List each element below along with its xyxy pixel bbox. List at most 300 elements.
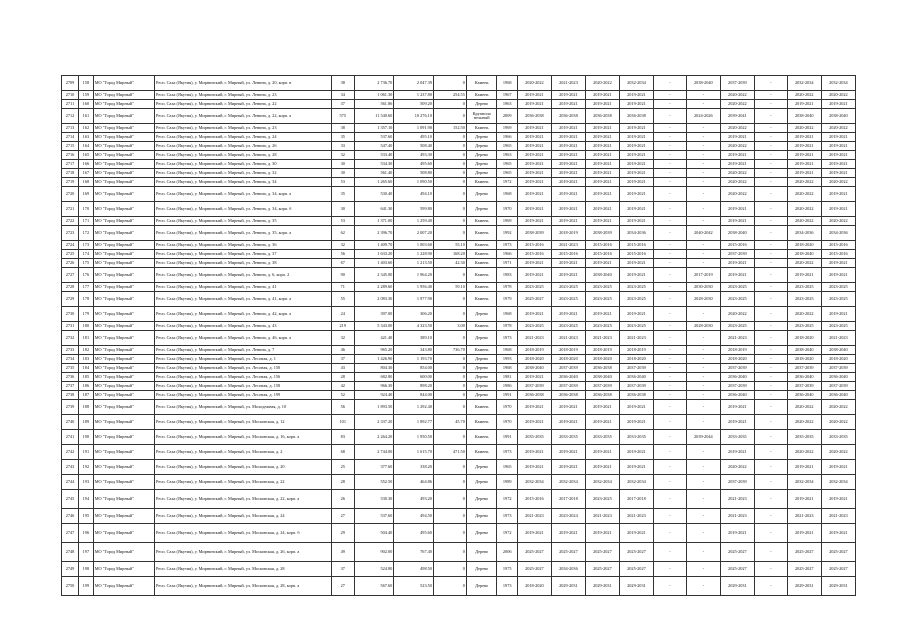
cell-period-col-18: - <box>754 268 787 283</box>
cell-period-facade: 2034-2036 <box>551 562 585 577</box>
cell-item-number: 169 <box>79 187 94 202</box>
cell-nonliving-area: 0 <box>433 490 466 509</box>
cell-period-other: 2019-2021 <box>821 160 855 169</box>
cell-total-area: 421.40 <box>354 331 394 346</box>
cell-build-year: 2006 <box>497 543 517 562</box>
cell-period-col-15: - <box>653 307 686 322</box>
cell-nonliving-area: 0 <box>433 160 466 169</box>
cell-living-area: 493.30 <box>394 151 434 160</box>
cell-municipality: МО "Город Мирный" <box>93 524 154 543</box>
cell-build-year: 1968 <box>497 76 517 91</box>
cell-period-engineering: 2033-2035 <box>585 430 619 445</box>
cell-period-foundation: 2020-2022 <box>720 142 754 151</box>
cell-living-area: 1 090.50 <box>394 178 434 187</box>
cell-period-foundation: 2020-2022 <box>720 169 754 178</box>
cell-period-other: 2021-2023 <box>821 509 855 524</box>
cell-build-year: 1968 <box>497 346 517 355</box>
cell-period-insulation: 2020-2022 <box>787 259 821 268</box>
cell-apartments-count: 53 <box>331 217 354 226</box>
cell-period-insulation: 2036-2040 <box>787 391 821 400</box>
cell-address: Респ. Саха (Якутия), у. Мирнинский, г. Мирный, ул. Ленина, д. 6, корп. 2 <box>154 268 331 283</box>
cell-row-number: 2720 <box>62 187 79 202</box>
cell-period-col-18: - <box>754 509 787 524</box>
cell-apartments-count: 42 <box>331 382 354 391</box>
cell-address: Респ. Саха (Якутия), у. Мирнинский, г. Мирный, ул. Ленина, д. 35 <box>154 217 331 226</box>
cell-period-basement: 2032-2034 <box>619 76 653 91</box>
cell-wall-material: Камень <box>466 226 497 241</box>
cell-period-col-15: - <box>653 490 686 509</box>
cell-period-col-18: - <box>754 226 787 241</box>
cell-wall-material: Дерево <box>466 382 497 391</box>
cell-period-insulation: 2020-2022 <box>787 415 821 430</box>
cell-period-facade: 2018-2019 <box>551 346 585 355</box>
cell-apartments-count: 35 <box>331 133 354 142</box>
cell-municipality: МО "Город Мирный" <box>93 76 154 91</box>
cell-item-number: 170 <box>79 202 94 217</box>
cell-period-elevator: - <box>686 562 720 577</box>
cell-period-other: 2019-2021 <box>821 460 855 475</box>
table-row <box>62 202 856 217</box>
cell-period-insulation: 2020-2022 <box>787 400 821 415</box>
cell-item-number: 173 <box>79 241 94 250</box>
cell-period-other: 2025-2027 <box>821 562 855 577</box>
cell-period-foundation: 2023-2025 <box>720 322 754 331</box>
cell-wall-material: Камень <box>466 259 497 268</box>
cell-period-elevator: 2024-2026 <box>686 109 720 124</box>
cell-period-col-15: - <box>653 250 686 259</box>
cell-period-insulation: 2038-2040 <box>787 109 821 124</box>
table-row <box>62 76 856 91</box>
cell-period-col-18: - <box>754 133 787 142</box>
cell-living-area: 464.86 <box>394 475 434 490</box>
cell-period-col-18: - <box>754 391 787 400</box>
cell-item-number: 193 <box>79 475 94 490</box>
cell-row-number: 2733 <box>62 346 79 355</box>
cell-nonliving-area: 0 <box>433 100 466 109</box>
cell-build-year: 1981 <box>497 373 517 382</box>
cell-address: Респ. Саха (Якутия), у. Мирнинский, г. Мирный, ул. Московская, д. 22, корп. а <box>154 490 331 509</box>
cell-total-area: 504.40 <box>354 524 394 543</box>
cell-period-facade: 2019-2021 <box>551 124 585 133</box>
cell-address: Респ. Саха (Якутия), у. Мирнинский, г. Мирный, ул. Ленина, д. 7 <box>154 346 331 355</box>
cell-period-roof: 2023-2025 <box>517 283 551 292</box>
register-body <box>62 76 856 596</box>
cell-row-number: 2716 <box>62 151 79 160</box>
cell-row-number: 2734 <box>62 355 79 364</box>
cell-period-other: 2023-2025 <box>821 322 855 331</box>
cell-total-area: 2 289.60 <box>354 283 394 292</box>
cell-address: Респ. Саха (Якутия), у. Мирнинский, г. Мирный, ул. Московская, д. 28 <box>154 562 331 577</box>
cell-nonliving-area: 254.55 <box>433 91 466 100</box>
cell-period-insulation: 2018-2020 <box>787 331 821 346</box>
cell-period-basement: 2021-2023 <box>619 509 653 524</box>
cell-period-other: 2019-2021 <box>821 151 855 160</box>
cell-wall-material: Дерево <box>466 133 497 142</box>
cell-address: Респ. Саха (Якутия), у. Мирнинский, г. Мирный, ул. Ленина, д. 34, корп. б <box>154 202 331 217</box>
cell-build-year: 1966 <box>497 133 517 142</box>
table-row <box>62 250 856 259</box>
cell-period-foundation: 2020-2022 <box>720 100 754 109</box>
cell-address: Респ. Саха (Якутия), у. Мирнинский, г. Мирный, ул. Ленина, д. 41 <box>154 283 331 292</box>
cell-item-number: 174 <box>79 250 94 259</box>
cell-nonliving-area: 0 <box>433 151 466 160</box>
cell-period-col-15: - <box>653 524 686 543</box>
cell-period-facade: 2021-2023 <box>551 241 585 250</box>
cell-address: Респ. Саха (Якутия), у. Мирнинский, г. Мирный, ул. Молодежная, д. 10 <box>154 400 331 415</box>
cell-total-area: 2 396.70 <box>354 226 394 241</box>
cell-period-foundation: 2019-2021 <box>720 415 754 430</box>
cell-wall-material: Камень <box>466 268 497 283</box>
cell-total-area: 1 265.60 <box>354 178 394 187</box>
cell-period-col-15: - <box>653 543 686 562</box>
cell-period-col-18: - <box>754 151 787 160</box>
cell-period-foundation: 2019-2021 <box>720 524 754 543</box>
cell-item-number: 163 <box>79 133 94 142</box>
cell-period-basement: 2015-2016 <box>619 250 653 259</box>
cell-municipality: МО "Город Мирный" <box>93 322 154 331</box>
cell-period-engineering: 2019-2021 <box>585 460 619 475</box>
cell-period-engineering: 2032-2034 <box>585 475 619 490</box>
cell-period-foundation: 2029-2031 <box>720 577 754 596</box>
cell-period-col-15: - <box>653 382 686 391</box>
cell-period-col-18: - <box>754 100 787 109</box>
cell-period-col-15: - <box>653 151 686 160</box>
cell-total-area: 547.40 <box>354 142 394 151</box>
cell-wall-material: Камень <box>466 124 497 133</box>
cell-period-facade: 2019-2021 <box>551 133 585 142</box>
cell-living-area: 523.50 <box>394 577 434 596</box>
table-row <box>62 346 856 355</box>
cell-item-number: 178 <box>79 292 94 307</box>
cell-period-basement: 2029-2031 <box>619 577 653 596</box>
cell-period-col-18: - <box>754 109 787 124</box>
cell-period-other: 2021-2023 <box>821 331 855 346</box>
cell-row-number: 2725 <box>62 250 79 259</box>
cell-period-insulation: 2037-2039 <box>787 364 821 373</box>
cell-period-other: 2038-2040 <box>821 109 855 124</box>
cell-total-area: 377.60 <box>354 460 394 475</box>
cell-apartments-count: 30 <box>331 202 354 217</box>
cell-period-basement: 2025-2027 <box>619 543 653 562</box>
cell-apartments-count: 53 <box>331 178 354 187</box>
cell-period-elevator: - <box>686 202 720 217</box>
cell-wall-material: Камень <box>466 322 497 331</box>
cell-period-basement: 2019-2021 <box>619 100 653 109</box>
cell-period-roof: 2023-2025 <box>517 322 551 331</box>
table-row <box>62 100 856 109</box>
cell-municipality: МО "Город Мирный" <box>93 241 154 250</box>
cell-period-col-15: - <box>653 283 686 292</box>
cell-row-number: 2745 <box>62 490 79 509</box>
cell-period-col-18: - <box>754 241 787 250</box>
cell-period-col-18: - <box>754 364 787 373</box>
cell-living-area: 338.20 <box>394 460 434 475</box>
cell-row-number: 2749 <box>62 562 79 577</box>
cell-total-area: 2 744.00 <box>354 445 394 460</box>
cell-living-area: 1 091.90 <box>394 124 434 133</box>
cell-period-insulation: 2032-2034 <box>787 76 821 91</box>
cell-period-facade: 2018-2019 <box>551 226 585 241</box>
table-row <box>62 241 856 250</box>
table-row <box>62 373 856 382</box>
cell-period-foundation: 2019-2021 <box>720 217 754 226</box>
cell-period-foundation: 2037-2039 <box>720 475 754 490</box>
cell-period-col-15: - <box>653 364 686 373</box>
cell-municipality: МО "Город Мирный" <box>93 355 154 364</box>
cell-nonliving-area: 0 <box>433 109 466 124</box>
cell-period-engineering: 2019-2021 <box>585 178 619 187</box>
cell-build-year: 1975 <box>497 562 517 577</box>
cell-row-number: 2735 <box>62 364 79 373</box>
cell-period-col-15: - <box>653 259 686 268</box>
cell-living-area: 898.20 <box>394 382 434 391</box>
cell-wall-material: Камень <box>466 400 497 415</box>
cell-period-basement: 2019-2021 <box>619 217 653 226</box>
cell-period-other: 2037-2039 <box>821 382 855 391</box>
cell-period-facade: 2036-2038 <box>551 109 585 124</box>
cell-total-area: 2 337.20 <box>354 415 394 430</box>
cell-period-col-15: - <box>653 124 686 133</box>
cell-nonliving-area: 0 <box>433 76 466 91</box>
cell-period-facade: 2021-2023 <box>551 331 585 346</box>
cell-living-area: 389.10 <box>394 331 434 346</box>
cell-living-area: 1 615.70 <box>394 445 434 460</box>
cell-period-elevator: - <box>686 475 720 490</box>
cell-address: Респ. Саха (Якутия), у. Мирнинский, г. Мирный, ул. Ленина, д. 35, корп. а <box>154 226 331 241</box>
cell-build-year: 1993 <box>497 355 517 364</box>
table-row <box>62 460 856 475</box>
cell-period-basement: 2033-2035 <box>619 430 653 445</box>
cell-living-area: 508.40 <box>394 142 434 151</box>
cell-period-other: 2015-2016 <box>821 241 855 250</box>
cell-period-engineering: 2019-2021 <box>585 133 619 142</box>
cell-build-year: 1991 <box>497 391 517 400</box>
cell-period-foundation: 2021-2023 <box>720 331 754 346</box>
cell-row-number: 2737 <box>62 382 79 391</box>
cell-period-roof: 2019-2021 <box>517 142 551 151</box>
cell-build-year: 1973 <box>497 241 517 250</box>
cell-nonliving-area: 0 <box>433 460 466 475</box>
cell-build-year: 1972 <box>497 490 517 509</box>
cell-municipality: МО "Город Мирный" <box>93 509 154 524</box>
cell-living-area: 1 950.50 <box>394 430 434 445</box>
cell-period-insulation: 2020-2022 <box>787 202 821 217</box>
cell-apartments-count: 56 <box>331 400 354 415</box>
cell-period-facade: 2019-2021 <box>551 445 585 460</box>
cell-period-other: 2033-2035 <box>821 430 855 445</box>
table-row <box>62 217 856 226</box>
cell-period-col-18: - <box>754 543 787 562</box>
cell-period-col-18: - <box>754 250 787 259</box>
cell-row-number: 2732 <box>62 331 79 346</box>
cell-item-number: 184 <box>79 364 94 373</box>
cell-period-col-15: - <box>653 187 686 202</box>
cell-row-number: 2748 <box>62 543 79 562</box>
cell-total-area: 1 371.00 <box>354 217 394 226</box>
cell-total-area: 530.30 <box>354 490 394 509</box>
cell-period-col-18: - <box>754 346 787 355</box>
cell-period-basement: 2018-2019 <box>619 346 653 355</box>
cell-build-year: 1978 <box>497 322 517 331</box>
cell-address: Респ. Саха (Якутия), у. Мирнинский, г. Мирный, ул. Ленина, д. 32 <box>154 169 331 178</box>
cell-build-year: 1978 <box>497 283 517 292</box>
cell-period-insulation: 2036-2040 <box>787 373 821 382</box>
table-row <box>62 91 856 100</box>
cell-period-engineering: 2019-2021 <box>585 169 619 178</box>
cell-nonliving-area: 0 <box>433 217 466 226</box>
cell-item-number: 158 <box>79 76 94 91</box>
cell-apartments-count: 35 <box>331 187 354 202</box>
cell-item-number: 177 <box>79 283 94 292</box>
cell-period-foundation: 2033-2035 <box>720 430 754 445</box>
cell-row-number: 2739 <box>62 400 79 415</box>
cell-period-other: 2019-2021 <box>821 524 855 543</box>
cell-period-elevator: - <box>686 241 720 250</box>
cell-nonliving-area: 55.10 <box>433 241 466 250</box>
cell-row-number: 2742 <box>62 445 79 460</box>
cell-total-area: 1 061.30 <box>354 91 394 100</box>
cell-period-other: 2020-2022 <box>821 124 855 133</box>
cell-period-engineering: 2023-2025 <box>585 283 619 292</box>
cell-municipality: МО "Город Мирный" <box>93 178 154 187</box>
cell-period-basement: 2019-2021 <box>619 202 653 217</box>
cell-period-engineering: 2023-2025 <box>585 490 619 509</box>
cell-period-col-18: - <box>754 430 787 445</box>
table-row <box>62 142 856 151</box>
cell-municipality: МО "Город Мирный" <box>93 430 154 445</box>
cell-build-year: 1963 <box>497 100 517 109</box>
cell-wall-material: Камень <box>466 346 497 355</box>
cell-period-insulation: 2035-2035 <box>787 430 821 445</box>
cell-period-insulation: 2034-2036 <box>787 226 821 241</box>
cell-address: Респ. Саха (Якутия), у. Мирнинский, г. Мирный, ул. Ленина, д. 37 <box>154 250 331 259</box>
cell-period-elevator: - <box>686 142 720 151</box>
table-row <box>62 445 856 460</box>
cell-nonliving-area: 0 <box>433 577 466 596</box>
cell-nonliving-area: 152.50 <box>433 124 466 133</box>
cell-apartments-count: 33 <box>331 142 354 151</box>
cell-municipality: МО "Город Мирный" <box>93 415 154 430</box>
cell-period-elevator: - <box>686 373 720 382</box>
cell-period-roof: 2015-2016 <box>517 250 551 259</box>
table-row <box>62 475 856 490</box>
cell-wall-material: Камень <box>466 283 497 292</box>
cell-nonliving-area: 0 <box>433 133 466 142</box>
cell-period-insulation: 2019-2021 <box>787 460 821 475</box>
cell-apartments-count: 28 <box>331 373 354 382</box>
cell-period-roof: 2019-2021 <box>517 524 551 543</box>
cell-period-col-18: - <box>754 322 787 331</box>
cell-period-col-18: - <box>754 202 787 217</box>
cell-living-area: 599.80 <box>394 202 434 217</box>
cell-build-year: 1972 <box>497 524 517 543</box>
cell-period-other: 2032-2034 <box>821 475 855 490</box>
cell-period-col-18: - <box>754 355 787 364</box>
cell-row-number: 2747 <box>62 524 79 543</box>
cell-total-area: 11 540.60 <box>354 109 394 124</box>
table-row <box>62 178 856 187</box>
cell-period-engineering: 2036-2038 <box>585 391 619 400</box>
cell-period-roof: 2019-2021 <box>517 187 551 202</box>
cell-item-number: 197 <box>79 543 94 562</box>
cell-apartments-count: 38 <box>331 76 354 91</box>
cell-period-col-15: - <box>653 322 686 331</box>
cell-period-elevator: - <box>686 91 720 100</box>
cell-row-number: 2713 <box>62 124 79 133</box>
cell-item-number: 189 <box>79 415 94 430</box>
cell-period-insulation: 2019-2021 <box>787 524 821 543</box>
cell-build-year: 1973 <box>497 331 517 346</box>
cell-period-roof: 2019-2021 <box>517 124 551 133</box>
cell-period-engineering: 2023-2025 <box>585 292 619 307</box>
cell-period-engineering: 2019-2021 <box>585 524 619 543</box>
cell-period-engineering: 2036-2038 <box>585 109 619 124</box>
cell-period-roof: 2019-2021 <box>517 400 551 415</box>
cell-period-basement: 2023-2025 <box>619 322 653 331</box>
cell-total-area: 1 893.50 <box>354 400 394 415</box>
cell-wall-material: Камень <box>466 241 497 250</box>
cell-nonliving-area: 471.50 <box>433 445 466 460</box>
cell-build-year: 1969 <box>497 124 517 133</box>
cell-period-facade: 2018-2020 <box>551 355 585 364</box>
cell-period-foundation: 2019-2021 <box>720 400 754 415</box>
cell-period-basement: 2019-2021 <box>619 160 653 169</box>
cell-period-col-18: - <box>754 292 787 307</box>
cell-period-col-18: - <box>754 178 787 187</box>
cell-period-engineering: 2037-2039 <box>585 382 619 391</box>
cell-nonliving-area: 0 <box>433 562 466 577</box>
cell-period-col-15: - <box>653 76 686 91</box>
cell-item-number: 199 <box>79 577 94 596</box>
cell-period-foundation: 2039-2041 <box>720 109 754 124</box>
cell-total-area: 641.30 <box>354 202 394 217</box>
cell-period-other: 2019-2021 <box>821 169 855 178</box>
cell-municipality: МО "Город Мирный" <box>93 445 154 460</box>
cell-period-engineering: 2019-2021 <box>585 217 619 226</box>
cell-row-number: 2743 <box>62 460 79 475</box>
cell-total-area: 1 403.60 <box>354 259 394 268</box>
table-row <box>62 543 856 562</box>
cell-wall-material: Дерево <box>466 543 497 562</box>
cell-municipality: МО "Город Мирный" <box>93 187 154 202</box>
cell-apartments-count: 28 <box>331 475 354 490</box>
cell-apartments-count: 32 <box>331 151 354 160</box>
cell-apartments-count: 575 <box>331 109 354 124</box>
table-row <box>62 187 856 202</box>
cell-living-area: 767.40 <box>394 543 434 562</box>
cell-wall-material: Дерево <box>466 355 497 364</box>
cell-period-elevator: - <box>686 415 720 430</box>
cell-period-col-15: - <box>653 100 686 109</box>
cell-living-area: 493.20 <box>394 490 434 509</box>
cell-period-basement: 2019-2021 <box>619 268 653 283</box>
cell-living-area: 1 956.40 <box>394 283 434 292</box>
cell-period-col-15: - <box>653 268 686 283</box>
cell-period-insulation: 2018-2020 <box>787 241 821 250</box>
cell-item-number: 159 <box>79 91 94 100</box>
cell-period-other: 2020-2022 <box>821 400 855 415</box>
cell-period-elevator: - <box>686 250 720 259</box>
cell-apartments-count: 101 <box>331 415 354 430</box>
cell-period-other: 2025-2027 <box>821 543 855 562</box>
cell-row-number: 2715 <box>62 142 79 151</box>
table-row <box>62 322 856 331</box>
cell-total-area: 2 736.70 <box>354 76 394 91</box>
cell-period-other: 2023-2025 <box>821 292 855 307</box>
cell-period-foundation: 2019-2021 <box>720 259 754 268</box>
cell-period-col-15: - <box>653 217 686 226</box>
cell-period-col-15: - <box>653 475 686 490</box>
